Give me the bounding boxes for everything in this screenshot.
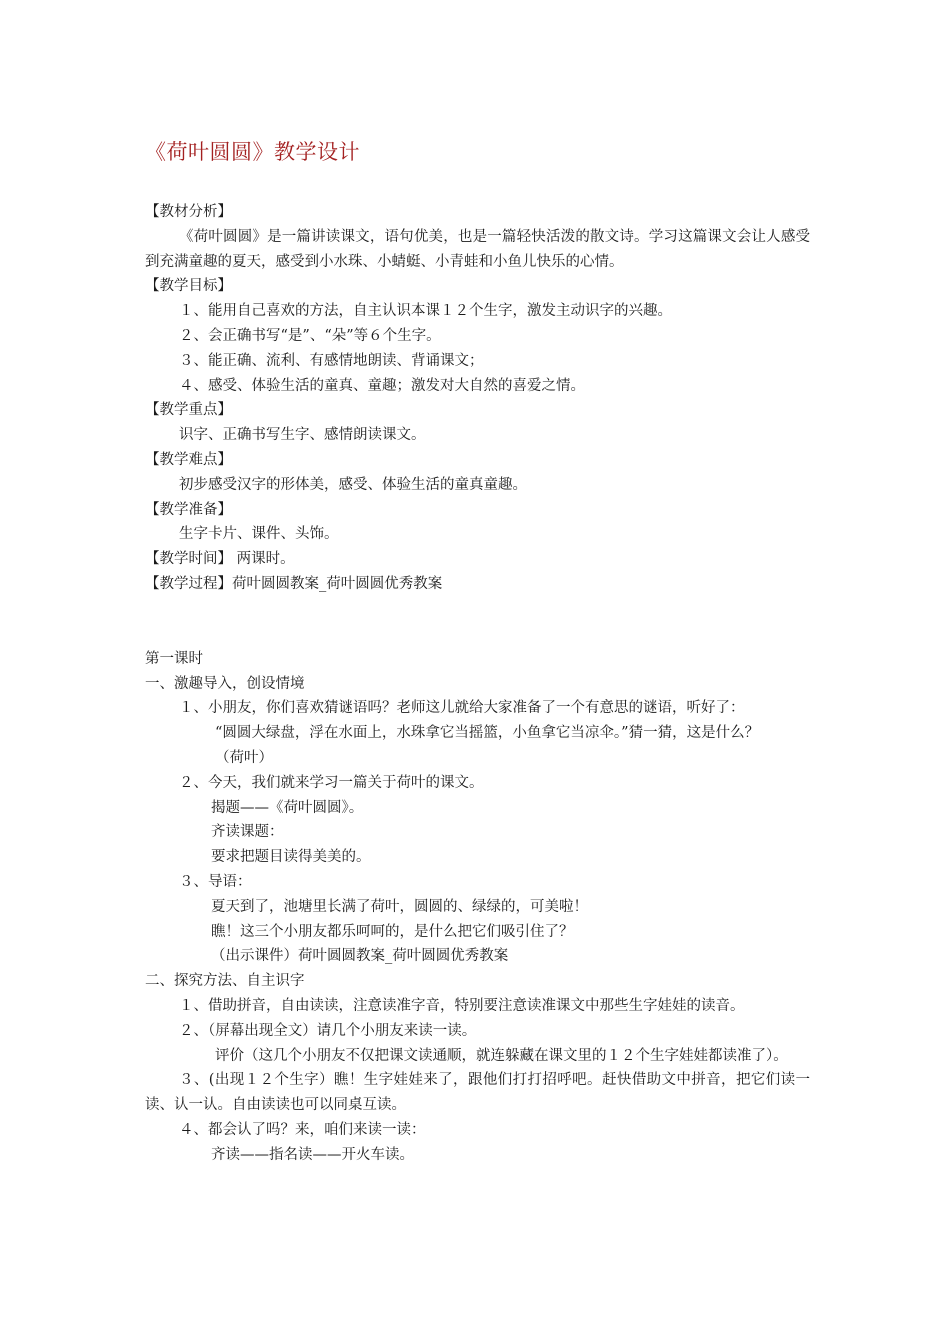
paragraph: 要求把题目读得美美的。 bbox=[211, 849, 371, 866]
paragraph: 齐读——指名读——开火车读。 bbox=[211, 1146, 414, 1163]
section-heading: 【教学难点】 bbox=[145, 451, 232, 468]
section-heading: 【教学重点】 bbox=[145, 402, 232, 419]
list-item: ４、都会认了吗？来，咱们来读一读： bbox=[179, 1121, 426, 1138]
list-item: ４、感受、体验生活的童真、童趣；激发对大自然的喜爱之情。 bbox=[179, 377, 585, 394]
paragraph: 生字卡片、课件、头饰。 bbox=[179, 526, 339, 543]
list-item: ３、(出现１２个生字）瞧！生字娃娃来了，跟他们打打招呼吧。赶快借助文中拼音，把它们读一读、认一认。自由读读也可以同桌互读。 bbox=[145, 1072, 810, 1114]
list-item: ３、能正确、流利、有感情地朗读、背诵课文； bbox=[179, 352, 484, 369]
spacer bbox=[145, 597, 810, 647]
list-item: ３、导语： bbox=[179, 873, 252, 890]
list-item: １、小朋友，你们喜欢猜谜语吗？老师这儿就给大家准备了一个有意思的谜语，听好了： bbox=[179, 700, 745, 717]
list-item: １、能用自己喜欢的方法，自主认识本课１２个生字，激发主动识字的兴趣。 bbox=[179, 303, 672, 320]
paragraph: “圆圆大绿盘，浮在水面上，水珠拿它当摇篮，小鱼拿它当凉伞。”猜一猜，这是什么？ bbox=[215, 725, 760, 742]
paragraph: （荷叶） bbox=[215, 749, 273, 766]
lesson-heading: 第一课时 bbox=[145, 650, 203, 667]
paragraph: 评价（这几个小朋友不仅把课文读通顺，就连躲藏在课文里的１２个生字娃娃都读准了）。 bbox=[215, 1047, 788, 1064]
document-body bbox=[145, 200, 810, 1167]
section-heading: 【教学准备】 bbox=[145, 501, 232, 518]
list-item: ２、（屏幕出现全文）请几个小朋友来读一读。 bbox=[179, 1022, 477, 1039]
paragraph: 夏天到了，池塘里长满了荷叶，圆圆的、绿绿的，可美啦！ bbox=[211, 898, 588, 915]
paragraph: 瞧！这三个小朋友都乐呵呵的，是什么把它们吸引住了？ bbox=[211, 923, 574, 940]
step-heading: 二、探究方法、自主识字 bbox=[145, 973, 305, 990]
section-heading: 【教学目标】 bbox=[145, 278, 232, 295]
list-item: ２、会正确书写“是”、“朵”等６个生字。 bbox=[179, 327, 441, 344]
paragraph: 《荷叶圆圆》是一篇讲读课文，语句优美，也是一篇轻快活泼的散文诗。学习这篇课文会让人感受到充满童趣的夏天，感受到小水珠、小蜻蜓、小青蛙和小鱼儿快乐的心情。 bbox=[145, 228, 810, 270]
list-item: ２、今天，我们就来学习一篇关于荷叶的课文。 bbox=[179, 774, 484, 791]
paragraph: 初步感受汉字的形体美，感受、体验生活的童真童趣。 bbox=[179, 476, 527, 493]
list-item: １、借助拼音，自由读读，注意读准字音，特别要注意读准课文中那些生字娃娃的读音。 bbox=[179, 997, 745, 1014]
section-heading: 【教学时间】 两课时。 bbox=[145, 551, 295, 568]
paragraph: 识字、正确书写生字、感情朗读课文。 bbox=[179, 427, 426, 444]
section-heading: 【教材分析】 bbox=[145, 204, 232, 220]
step-heading: 一、激趣导入，创设情境 bbox=[145, 675, 305, 692]
paragraph: 揭题——《荷叶圆圆》。 bbox=[211, 799, 364, 816]
section-heading: 【教学过程】荷叶圆圆教案_荷叶圆圆优秀教案 bbox=[145, 575, 443, 592]
paragraph: 齐读课题： bbox=[211, 824, 284, 841]
document-title: 《荷叶圆圆》教学设计 bbox=[145, 140, 360, 164]
paragraph: （出示课件）荷叶圆圆教案_荷叶圆圆优秀教案 bbox=[211, 948, 509, 965]
